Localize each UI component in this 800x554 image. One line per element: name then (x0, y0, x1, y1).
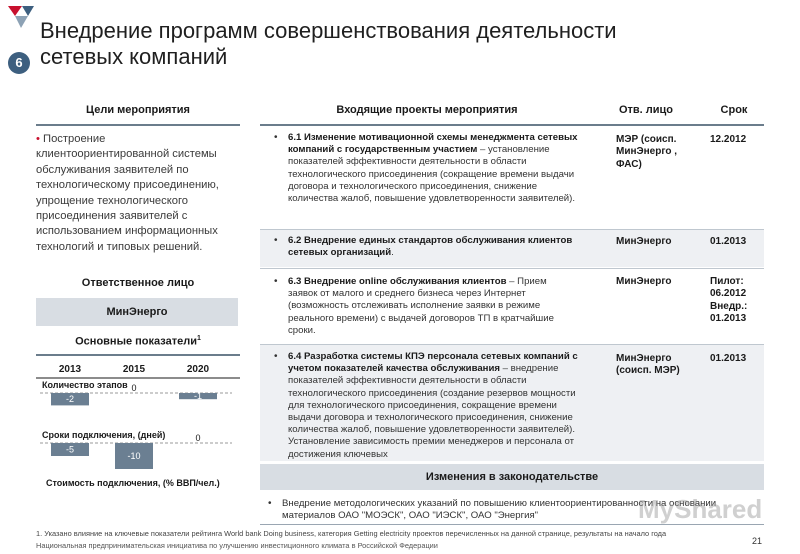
resp-title: Ответственное лицо (81, 277, 195, 289)
row-term: 01.2013 (710, 236, 747, 247)
year-label: 2015 (122, 364, 146, 375)
bar-value: -5 (65, 444, 75, 455)
logo-icon (6, 4, 36, 30)
section-badge: 6 (8, 52, 30, 74)
row-resp: МинЭнерго (соисп. МЭР) (616, 353, 680, 377)
kpi-chart (36, 358, 242, 492)
row-divider (260, 268, 764, 269)
law-text: Внедрение методологических указаний по повышению клиентоориентированности на основании материалов ОАО "МОЭСК", ОАО "ИЭСК", ОАО "Энергия" (282, 498, 717, 521)
goals-title: Цели мероприятия (86, 104, 190, 116)
row-term: 01.2013 (710, 353, 747, 364)
resp-value: МинЭнерго (36, 298, 238, 326)
source-note: Национальная предпринимательская инициатива по улучшению инвестиционного климата в Российской Федерации (36, 541, 438, 550)
table-row: • 6.4 Разработка системы КПЭ персонала сетевых компаний с учетом показателей качества обслуживания – внедрение показателей эффективности деятельности в области технологического присоединения (создание резервов мощности для технологического присоединения, сокращение времени выдачи договора и технологического присоединения, снижение количества жалоб, повышение удовлетворенности заявителей). Установление зависимость премии менеджеров и персонала от достижения ключевых МинЭнерго (соисп. МЭР) 01.2013 (260, 345, 764, 461)
page-title: Внедрение программ совершенствования деятельности сетевых компаний (40, 18, 617, 69)
bar-value: -2 (65, 394, 75, 405)
row-resp: МинЭнерго (616, 276, 672, 287)
table-row: • 6.1 Изменение мотивационной схемы менеджмента сетевых компаний с государственным участием – установление показателей эффективности деятельности в области технологического присоединения (сокращение времени выдачи договора и технологического присоединения, снижение количества жалоб, повышение удовлетворенности заявителей). МЭР (соисп. МинЭнерго , ФАС) 12.2012 (260, 128, 764, 228)
row-resp: МинЭнерго (616, 236, 672, 247)
col-projects: Входящие проекты мероприятия (336, 104, 518, 116)
watermark: MyShared (638, 494, 763, 524)
kpi-divider (36, 354, 240, 356)
goals-text: • Построение клиентоориентированной системы обслуживания заявителей по технологическому присоединению, упрощение технологического присоединения заявителей с использованием информационных технологий и типовых решений. (36, 133, 219, 253)
col-resp: Отв. лицо (618, 104, 674, 116)
footnote: 1. Указано влияние на ключевые показатели рейтинга World bank Doing business, категория Getting electricity проектов перечисленных на данной странице, результаты на начало года (36, 529, 667, 538)
row-term: Пилот: 06.2012 Внедр.: 01.2013 (710, 276, 748, 325)
table-row: • 6.3 Внедрение online обслуживания клиентов – Прием заявок от малого и среднего бизнеса через Интернет (возможность отслеживать исполнение заявки в режиме реального времени) с выдачей договоров ТП в кратчайшие сроки. МинЭнерго Пилот: 06.2012 Внедр.: 01.2013 (260, 270, 764, 342)
series-label: Стоимость подключения, (% ВВП/чел.) (46, 478, 220, 488)
bar-value: 0 (131, 383, 137, 393)
series-label: Сроки подключения, (дней) (42, 430, 166, 440)
bar-value: 0 (195, 433, 201, 443)
bar-value: -10 (127, 451, 141, 461)
kpi-title: Основные показатели$^1$ (75, 335, 201, 348)
col-term: Срок (720, 104, 748, 116)
law-title: Изменения в законодательстве (260, 464, 764, 490)
table-divider (260, 124, 764, 126)
series-label: Количество этапов (42, 380, 128, 390)
bar-value: -1 (193, 391, 203, 402)
row-term: 12.2012 (710, 134, 747, 145)
page-number: 21 (752, 536, 763, 546)
row-resp: МЭР (соисп. МинЭнерго , ФАС) (616, 134, 678, 170)
year-label: 2013 (58, 364, 82, 375)
goals-divider (36, 124, 240, 126)
table-row: • 6.2 Внедрение единых стандартов обслуживания клиентов сетевых организаций. МинЭнерго 01.2013 (260, 230, 764, 267)
year-label: 2020 (186, 364, 210, 375)
